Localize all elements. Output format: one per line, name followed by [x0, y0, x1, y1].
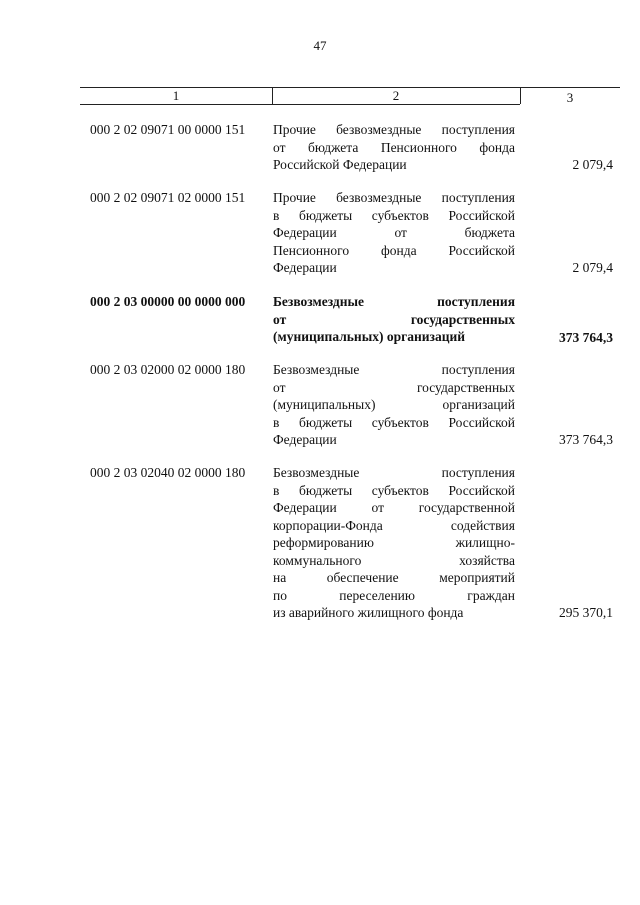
- row-amount: 2 079,4: [572, 157, 613, 172]
- column-header-3: 3: [566, 90, 574, 105]
- header-bottom-rule: [80, 104, 520, 105]
- row-amount: 295 370,1: [559, 605, 613, 620]
- row-amount: 373 764,3: [559, 432, 613, 447]
- row-amount: 373 764,3: [559, 330, 613, 345]
- column-header-1: 1: [172, 88, 180, 103]
- row-description: Прочие безвозмездные поступления в бюджеты субъектов Российской Федерации от бюджета Пенсионного фонда Российской Федерации: [273, 190, 515, 275]
- row-code: 000 2 02 09071 00 0000 151: [90, 122, 246, 137]
- row-code: 000 2 03 02000 02 0000 180: [90, 362, 246, 377]
- row-code: 000 2 03 02040 02 0000 180: [90, 465, 246, 480]
- row-description: Прочие безвозмездные поступления от бюджета Пенсионного фонда Российской Федерации: [273, 122, 515, 172]
- page-number: 47: [313, 38, 327, 53]
- row-description: Безвозмездные поступления от государственных (муниципальных) организаций в бюджеты субъектов Российской Федерации: [273, 362, 515, 447]
- row-code: 000 2 02 09071 02 0000 151: [90, 190, 246, 205]
- row-description: Безвозмездные поступления в бюджеты субъектов Российской Федерации от государственной корпорации-Фонда содействия реформированию жилищно- коммунального хозяйства на обеспечение мероприятий по переселению граждан из аварийного жилищного фонда: [273, 465, 515, 620]
- row-code: 000 2 03 00000 00 0000 000: [90, 294, 246, 309]
- row-amount: 2 079,4: [572, 260, 613, 275]
- column-header-2: 2: [392, 88, 400, 103]
- row-description: Безвозмездные поступления от государственных (муниципальных) организаций: [273, 294, 515, 344]
